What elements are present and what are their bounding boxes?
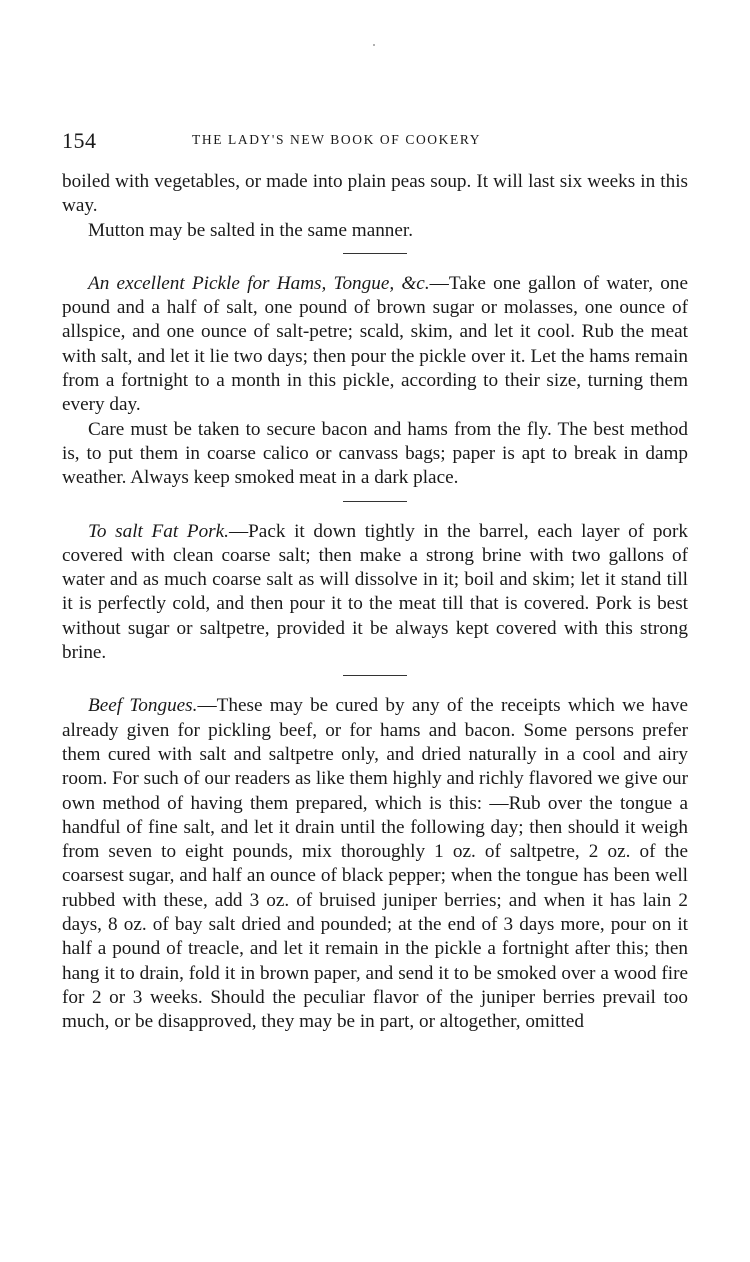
paragraph-continued: boiled with vegetables, or made into plain peas soup. It will last six weeks in this way.: [62, 171, 688, 217]
paragraph-bacon-care: Care must be taken to secure bacon and hams from the fly. The best method is, to put them in coarse calico or canvass bags; paper is apt to break in damp weather. Always keep smoked meat in a dark place.: [62, 418, 688, 489]
recipe-body: —Pack it down tightly in the barrel, each layer of pork covered with clean coarse salt; then make a strong brine with two gallons of water and as much coarse salt as will dissolve in it; boil and skim; let it stand till it is perfectly cold, and then pour it to the meat till that is covered. Pork is best without sugar or saltpetre, provided it be always kept covered with this strong brine.: [62, 520, 688, 664]
page-number: 154: [62, 128, 97, 153]
recipe-title: To salt Fat Pork.: [88, 520, 229, 542]
book-page: [62, 128, 688, 1035]
page-header: [62, 128, 688, 156]
recipe-title: An excellent Pickle for Hams, Tongue, &c.: [88, 272, 430, 294]
page-body: [62, 170, 688, 1035]
paragraph-beef-tongues: [62, 694, 688, 1034]
paragraph-fat-pork: [62, 520, 688, 666]
recipe-title: Beef Tongues.: [88, 695, 198, 717]
section-divider: [343, 501, 407, 502]
paragraph-mutton: Mutton may be salted in the same manner.: [88, 219, 414, 241]
running-title: THE LADY'S NEW BOOK OF COOKERY: [192, 132, 482, 147]
paragraph-pickle: [62, 272, 688, 418]
recipe-body: —Take one gallon of water, one pound and a half of salt, one pound of brown sugar or molasses, one ounce of allspice, and one ounce of salt-petre; scald, skim, and let it cool. Rub the meat with salt, and let it lie two days; then pour the pickle over it. Let the hams remain from a fortnight to a month in this pickle, according to their size, turning them every day.: [62, 272, 689, 416]
section-divider: [343, 253, 407, 254]
scan-speck: [373, 44, 375, 46]
recipe-body: —These may be cured by any of the receipts which we have already given for pickling beef, or for hams and bacon. Some persons prefer them cured with salt and saltpetre only, and dried naturally in a cool and airy room. For such of our readers as like them highly and richly flavored we give our own method of having them prepared, which is this: —Rub over the tongue a handful of fine salt, and let it drain until the following day; then should it weigh from seven to eight pounds, mix thoroughly 1 oz. of saltpetre, 2 oz. of the coarsest sugar, and half an ounce of black pepper; when the tongue has been well rubbed with these, add 3 oz. of bruised juniper berries; and when it has lain 2 days, 8 oz. of bay salt dried and pounded; at the end of 3 days more, pour on it half a pound of treacle, and let it remain in the pickle a fortnight after this; then hang it to drain, fold it in brown paper, and send it to be smoked over a wood fire for 2 or 3 weeks. Should the peculiar flavor of the juniper berries prevail too much, or be disapproved, they may be in part, or altogether, omitted: [62, 695, 688, 1033]
section-divider: [343, 675, 407, 676]
